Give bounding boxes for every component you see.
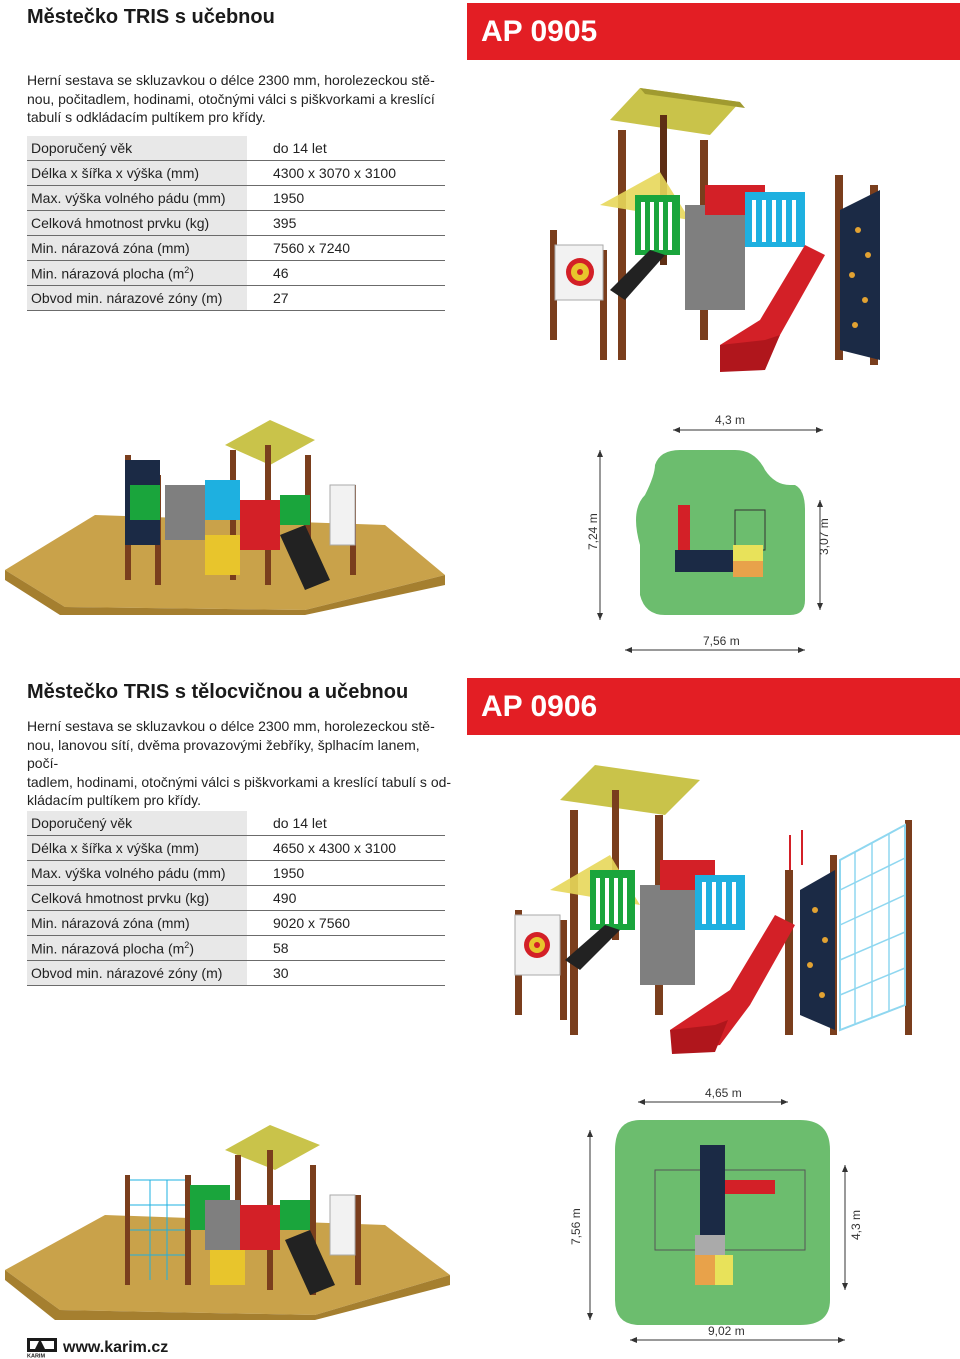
spec-row xyxy=(27,911,445,936)
plan-width-label: 4,3 m xyxy=(715,413,746,427)
spec-label: Doporučený věk xyxy=(27,811,247,836)
spec-row xyxy=(27,286,445,311)
spec-row xyxy=(27,961,445,986)
description-line: Herní sestava se skluzavkou o délce 2300 mm, horolezeckou stě- xyxy=(27,718,435,734)
spec-value: do 14 let xyxy=(247,811,445,836)
product1-zone-plan xyxy=(585,410,845,660)
description-line: Herní sestava se skluzavkou o délce 2300 mm, horolezeckou stě- xyxy=(27,72,435,88)
spec-label: Max. výška volného pádu (mm) xyxy=(27,861,247,886)
product2-render-sand xyxy=(5,1120,455,1320)
spec-label: Délka x šířka x výška (mm) xyxy=(27,836,247,861)
product2-code-badge: AP 0906 xyxy=(467,678,960,735)
spec-value: 27 xyxy=(247,286,445,311)
product1-description xyxy=(27,71,452,127)
plan-length-label: 7,24 m xyxy=(586,513,600,550)
spec-row xyxy=(27,811,445,836)
spec-label: Min. nárazová plocha $(m^2)$ xyxy=(27,936,247,961)
product1-spec-table xyxy=(27,136,445,311)
description-line: nou, lanovou sítí, dvěma provazovými žebříky, šplhacím lanem, počí- xyxy=(27,736,420,771)
product2-render-front xyxy=(500,760,920,1060)
product1-render-front xyxy=(540,80,900,385)
spec-value: 30 xyxy=(247,961,445,986)
product1-title: Městečko TRIS s učebnou xyxy=(27,6,275,28)
spec-label: Min. nárazová zóna (mm) xyxy=(27,911,247,936)
spec-value: 4650 x 4300 x 3100 xyxy=(247,836,445,861)
spec-value: 1950 xyxy=(247,861,445,886)
spec-label: Obvod min. nárazové zóny (m) xyxy=(27,286,247,311)
spec-label: Délka x šířka x výška (mm) xyxy=(27,161,247,186)
spec-row xyxy=(27,261,445,286)
description-line: nou, počitadlem, hodinami, otočnými válci s piškvorkami a kreslící xyxy=(27,90,435,107)
spec-value: 490 xyxy=(247,886,445,911)
spec-label: Min. nárazová zóna (mm) xyxy=(27,236,247,261)
spec-value: 4300 x 3070 x 3100 xyxy=(247,161,445,186)
spec-row xyxy=(27,161,445,186)
spec-row xyxy=(27,936,445,961)
spec-row xyxy=(27,211,445,236)
product2-zone-plan xyxy=(560,1085,870,1350)
plan-width-label: 4,65 m xyxy=(705,1086,742,1100)
description-line: kládacím pultíkem pro křídy. xyxy=(27,792,202,808)
product2-title: Městečko TRIS s tělocvičnou a učebnou xyxy=(27,681,409,703)
product1-render-sand xyxy=(5,415,450,615)
product2-description xyxy=(27,717,452,810)
spec-label: Max. výška volného pádu (mm) xyxy=(27,186,247,211)
spec-label: Min. nárazová plocha $(m^2)$ xyxy=(27,261,247,286)
plan-zone-width-label: 7,56 m xyxy=(703,634,740,648)
spec-value: 9020 x 7560 xyxy=(247,911,445,936)
spec-value: do 14 let xyxy=(247,136,445,161)
plan-length-label: 7,56 m xyxy=(569,1208,583,1245)
spec-value: 1950 xyxy=(247,186,445,211)
description-line: tabulí s odkládacím pultíkem pro křídy. xyxy=(27,109,266,125)
spec-row xyxy=(27,861,445,886)
spec-label: Doporučený věk xyxy=(27,136,247,161)
spec-row xyxy=(27,136,445,161)
spec-value: 7560 x 7240 xyxy=(247,236,445,261)
spec-value: 46 xyxy=(247,261,445,286)
website-link[interactable]: www.karim.cz xyxy=(63,1339,169,1356)
spec-row xyxy=(27,186,445,211)
impact-zone-icon xyxy=(636,450,805,615)
description-line: tadlem, hodinami, otočnými válci s piškvorkami a kreslící tabulí s od- xyxy=(27,773,452,790)
spec-row xyxy=(27,886,445,911)
spec-label: Obvod min. nárazové zóny (m) xyxy=(27,961,247,986)
spec-label: Celková hmotnost prvku (kg) xyxy=(27,886,247,911)
spec-row xyxy=(27,836,445,861)
karim-logo xyxy=(27,1338,57,1358)
product1-code-badge: AP 0905 xyxy=(467,3,960,60)
plan-zone-width-label: 9,02 m xyxy=(708,1324,745,1338)
spec-value: 395 xyxy=(247,211,445,236)
plan-depth-label: 3,07 m xyxy=(817,518,831,555)
plan-depth-label: 4,3 m xyxy=(849,1209,863,1240)
spec-row xyxy=(27,236,445,261)
svg-text:KARIM: KARIM xyxy=(27,1353,46,1358)
spec-value: 58 xyxy=(247,936,445,961)
product2-spec-table xyxy=(27,811,445,986)
spec-label: Celková hmotnost prvku (kg) xyxy=(27,211,247,236)
